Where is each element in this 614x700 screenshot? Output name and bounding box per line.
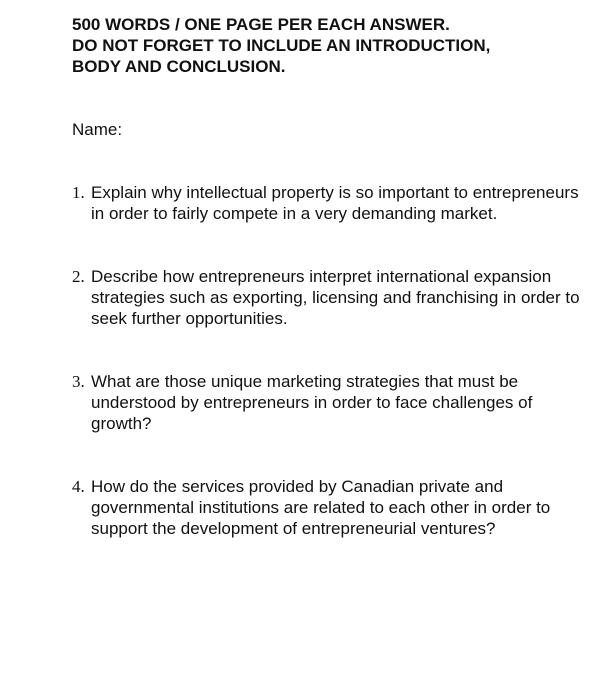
question-2-number: 2. <box>72 267 85 286</box>
instructions-line-3: BODY AND CONCLUSION. <box>72 57 286 76</box>
question-3-number: 3. <box>72 372 85 391</box>
question-list <box>72 182 592 539</box>
question-1-text: Explain why intellectual property is so important to entrepreneurs in order to fairly compete in a very demanding market. <box>91 183 579 223</box>
document-page <box>72 14 592 539</box>
instructions-line-1: 500 WORDS / ONE PAGE PER EACH ANSWER. <box>72 15 450 34</box>
instructions-line-2: DO NOT FORGET TO INCLUDE AN INTRODUCTION, <box>72 36 491 55</box>
question-1 <box>72 182 592 224</box>
question-1-number: 1. <box>72 183 85 202</box>
question-4-text: How do the services provided by Canadian private and governmental institutions are related to each other in order to support the development of entrepreneurial ventures? <box>91 477 551 538</box>
instructions-header <box>72 14 592 77</box>
question-2 <box>72 266 592 329</box>
question-3-text: What are those unique marketing strategies that must be understood by entrepreneurs in order to face challenges of growth? <box>91 372 533 433</box>
question-2-text: Describe how entrepreneurs interpret international expansion strategies such as exporting, licensing and franchising in order to seek further opportunities. <box>91 267 580 328</box>
question-4-number: 4. <box>72 477 85 496</box>
name-label: Name: <box>72 120 123 139</box>
question-4 <box>72 476 592 539</box>
question-3 <box>72 371 592 434</box>
